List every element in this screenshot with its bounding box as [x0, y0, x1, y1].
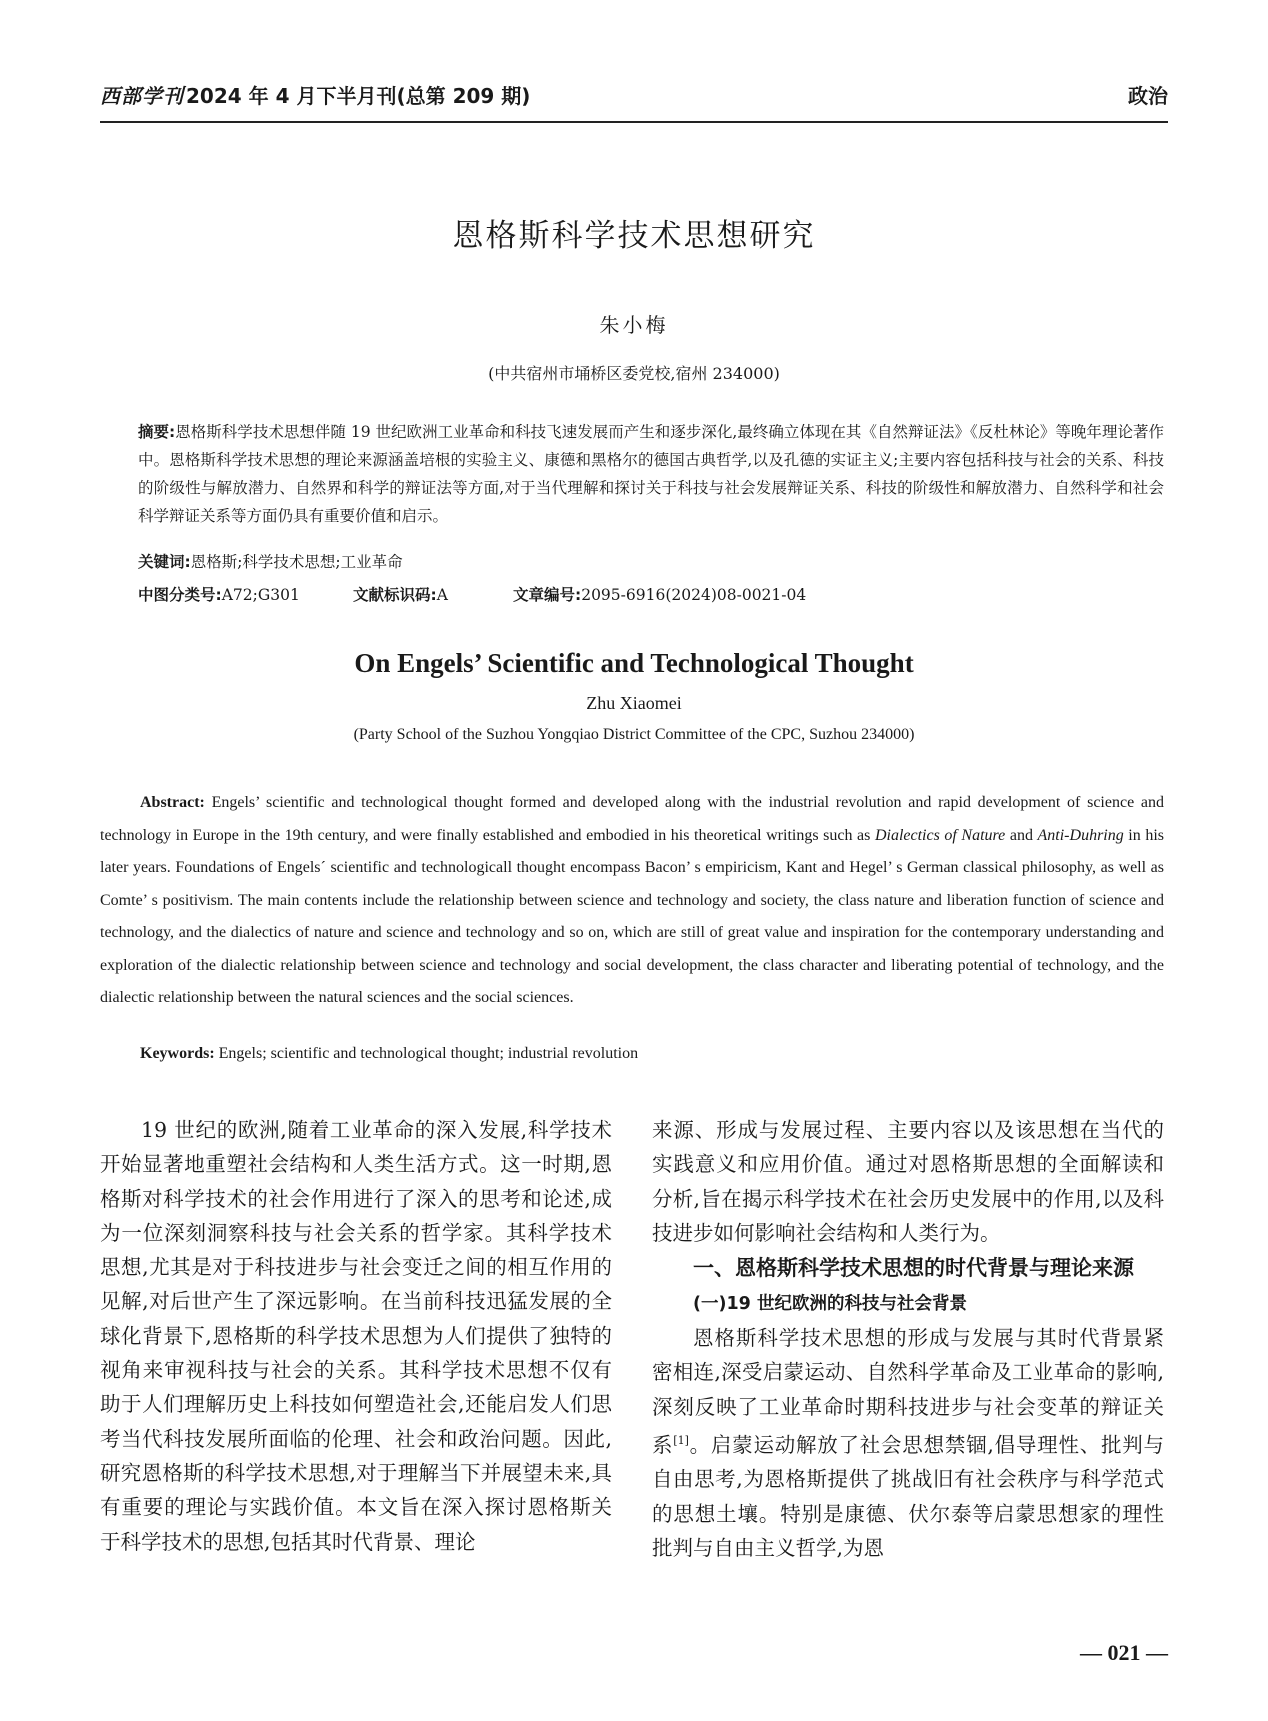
abstract-en — [100, 787, 1164, 1015]
clc-value: A72;G301 — [221, 586, 300, 604]
doc-value: A — [436, 586, 448, 604]
body-paragraph — [652, 1321, 1164, 1565]
page-number: — 021 — — [1080, 1640, 1168, 1665]
body-paragraph: 来源、形成与发展过程、主要内容以及该思想在当代的实践意义和应用价值。通过对恩格斯思想的全面解读和分析,旨在揭示科学技术在社会历史发展中的作用,以及科技进步如何影响社会结构和人类行为。 — [652, 1118, 1164, 1245]
abstract-cn-text: 恩格斯科学技术思想伴随 19 世纪欧洲工业革命和科技飞速发展而产生和逐步深化,最终确立体现在其《自然辩证法》《反杜林论》等晚年理论著作中。恩格斯科学技术思想的理论来源涵盖培根的实验主义、康德和黑格尔的德国古典哲学,以及孔德的实证主义;主要内容包括科技与社会的关系、科技的阶级性与解放潜力、自然界和科学的辩证法等方面,对于当代理解和探讨关于科技与社会发展辩证关系、科技的阶级性和解放潜力、自然科学和社会科学辩证关系等方面仍具有重要价值和启示。 — [138, 423, 1164, 525]
abstract-en-text: Engels’ scientific and technological thought formed and developed along with the industrial revolution and rapid development of science and technology in Europe in the 19th century, and were finally established and embodied in his theoretical writings such as — [100, 794, 1164, 844]
abstract-cn — [138, 418, 1164, 530]
title-cn: 恩格斯科学技术思想研究 — [452, 218, 816, 254]
section-heading: 一、恩格斯科学技术思想的时代背景与理论来源 — [693, 1256, 1134, 1281]
issue-info: 2024 年 4 月下半月刊(总第 209 期) — [186, 84, 531, 108]
journal-masthead: 西部学刊 — [100, 84, 184, 108]
clc-number — [138, 583, 300, 605]
article-value: 2095-6916(2024)08-0021-04 — [581, 586, 807, 604]
header-rule — [100, 121, 1168, 123]
abstract-en-work-title: Dialectics of Nature — [874, 826, 1006, 844]
running-header — [100, 80, 1168, 116]
author-en: Zhu Xiaomei — [586, 693, 682, 713]
body-column-right — [652, 1113, 1164, 1565]
abstract-en-label: Abstract: — [140, 794, 205, 811]
keywords-cn-label: 关键词: — [138, 553, 191, 571]
section-label: 政治 — [1128, 84, 1168, 108]
doc-label: 文献标识码: — [353, 586, 437, 604]
citation-ref: [1] — [673, 1434, 689, 1448]
keywords-en-label: Keywords: — [140, 1045, 215, 1062]
keywords-en-text: Engels; scientific and technological thought; industrial revolution — [214, 1045, 639, 1062]
subsection-heading: (一)19 世纪欧洲的科技与社会背景 — [693, 1294, 967, 1315]
abstract-cn-label: 摘要: — [138, 423, 176, 441]
title-en: On Engels’ Scientific and Technological Thought — [354, 648, 914, 678]
abstract-en-work-title: Anti-Duhring — [1037, 826, 1124, 844]
abstract-en-text: and — [1005, 826, 1038, 844]
affiliation-en: (Party School of the Suzhou Yongqiao District Committee of the CPC, Suzhou 234000) — [353, 726, 915, 743]
body-column-left — [100, 1113, 612, 1559]
body-text: 恩格斯科学技术思想的形成与发展与其时代背景紧密相连,深受启蒙运动、自然科学革命及工业革命的影响,深刻反映了工业革命时期科技进步与社会变革的辩证关系 — [652, 1326, 1164, 1457]
keywords-cn — [138, 550, 403, 572]
article-number — [513, 583, 806, 605]
document-code — [353, 583, 448, 605]
affiliation-cn: (中共宿州市埇桥区委党校,宿州 234000) — [488, 364, 780, 383]
abstract-en-text: in his later years. Foundations of Engels´ scientific and technologicall thought encompass Bacon’ s empiricism, Kant and Hegel’ s German classical philosophy, as well as Comte’ s positivism. The main contents include the relationship between science and technology and society, the class nature and liberation function of science and technology, and the dialectics of nature and science and technology and so on, which are still of great value and inspiration for the contemporary understanding and exploration of the dialectic relationship between science and technology and social development, the class character and liberating potential of technology, and the dialectic relationship between the natural sciences and the social sciences. — [100, 826, 1164, 1006]
keywords-cn-text: 恩格斯;科学技术思想;工业革命 — [190, 553, 403, 571]
author-cn: 朱小梅 — [599, 313, 669, 337]
article-label: 文章编号: — [513, 586, 582, 604]
keywords-en — [140, 1045, 638, 1063]
clc-label: 中图分类号: — [138, 586, 222, 604]
body-text: 。启蒙运动解放了社会思想禁锢,倡导理性、批判与自由思考,为恩格斯提供了挑战旧有社会秩序与科学范式的思想土壤。特别是康德、伏尔泰等启蒙思想家的理性批判与自由主义哲学,为恩 — [652, 1432, 1165, 1560]
body-paragraph: 19 世纪的欧洲,随着工业革命的深入发展,科学技术开始显著地重塑社会结构和人类生活方式。这一时期,恩格斯对科学技术的社会作用进行了深入的思考和论述,成为一位深刻洞察科技与社会关系的哲学家。其科学技术思想,尤其是对于科技进步与社会变迁之间的相互作用的见解,对后世产生了深远影响。在当前科技迅猛发展的全球化背景下,恩格斯的科学技术思想为人们提供了独特的视角来审视科技与社会的关系。其科学技术思想不仅有助于人们理解历史上科技如何塑造社会,还能启发人们思考当代科技发展所面临的伦理、社会和政治问题。因此,研究恩格斯的科学技术思想,对于理解当下并展望未来,具有重要的理论与实践价值。本文旨在深入探讨恩格斯关于科学技术的思想,包括其时代背景、理论 — [100, 1118, 612, 1554]
